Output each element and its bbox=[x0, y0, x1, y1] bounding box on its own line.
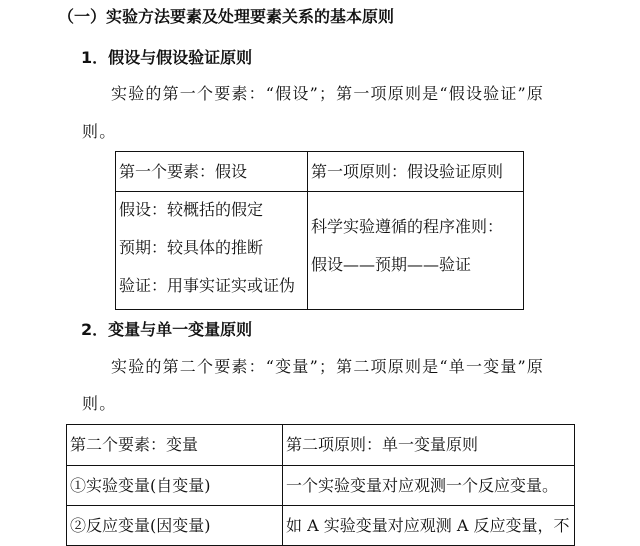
subsection-2-paragraph-line-2: 则。 bbox=[82, 394, 117, 413]
hypothesis-principle-table bbox=[115, 151, 524, 310]
variable-rule: 一个实验变量对应观测一个反应变量。 bbox=[286, 475, 559, 495]
table-cell bbox=[283, 506, 575, 546]
table-header-left: 第二个要素：变量 bbox=[70, 435, 199, 454]
table-header-right: 第二项原则：单一变量原则 bbox=[286, 435, 479, 454]
definition-line: 预期：较具体的推断 bbox=[119, 238, 264, 257]
table-header-right: 第一项原则：假设验证原则 bbox=[311, 161, 504, 181]
section-title: （一）实验方法要素及处理要素关系的基本原则 bbox=[58, 7, 395, 26]
principle-line: 科学实验遵循的程序准则： bbox=[311, 217, 504, 236]
variable-rule: 如 A 实验变量对应观测 A 反应变量，不 bbox=[286, 515, 570, 535]
principle-line: 假设——预期——验证 bbox=[311, 255, 472, 274]
table-cell bbox=[283, 466, 575, 506]
subsection-1-title: 1．假设与假设验证原则 bbox=[81, 48, 253, 67]
variable-principle-table bbox=[66, 424, 575, 546]
table-header-left: 第一个要素：假设 bbox=[119, 161, 248, 181]
definition-line: 假设：较概括的假定 bbox=[119, 200, 264, 219]
table-header-cell bbox=[116, 152, 308, 192]
table-cell bbox=[308, 192, 524, 310]
table-cell bbox=[67, 506, 283, 546]
variable-type: ①实验变量(自变量) bbox=[70, 475, 211, 495]
table-header-cell bbox=[308, 152, 524, 192]
table-row bbox=[67, 425, 575, 466]
table-cell bbox=[116, 192, 308, 310]
subsection-2-title: 2．变量与单一变量原则 bbox=[81, 320, 253, 339]
definition-line: 验证：用事实证实或证伪 bbox=[119, 276, 296, 295]
table-row bbox=[116, 152, 524, 192]
table-row bbox=[116, 192, 524, 310]
table-row bbox=[67, 466, 575, 506]
subsection-2-paragraph-line-1: 实验的第二个要素：“变量”；第二项原则是“单一变量”原 bbox=[111, 357, 545, 376]
table-cell bbox=[67, 466, 283, 506]
table-header-cell bbox=[67, 425, 283, 466]
subsection-1-paragraph-line-1: 实验的第一个要素：“假设”；第一项原则是“假设验证”原 bbox=[111, 84, 545, 103]
variable-type: ②反应变量(因变量) bbox=[70, 515, 211, 535]
subsection-1-paragraph-line-2: 则。 bbox=[82, 122, 117, 141]
table-row bbox=[67, 506, 575, 546]
table-header-cell bbox=[283, 425, 575, 466]
